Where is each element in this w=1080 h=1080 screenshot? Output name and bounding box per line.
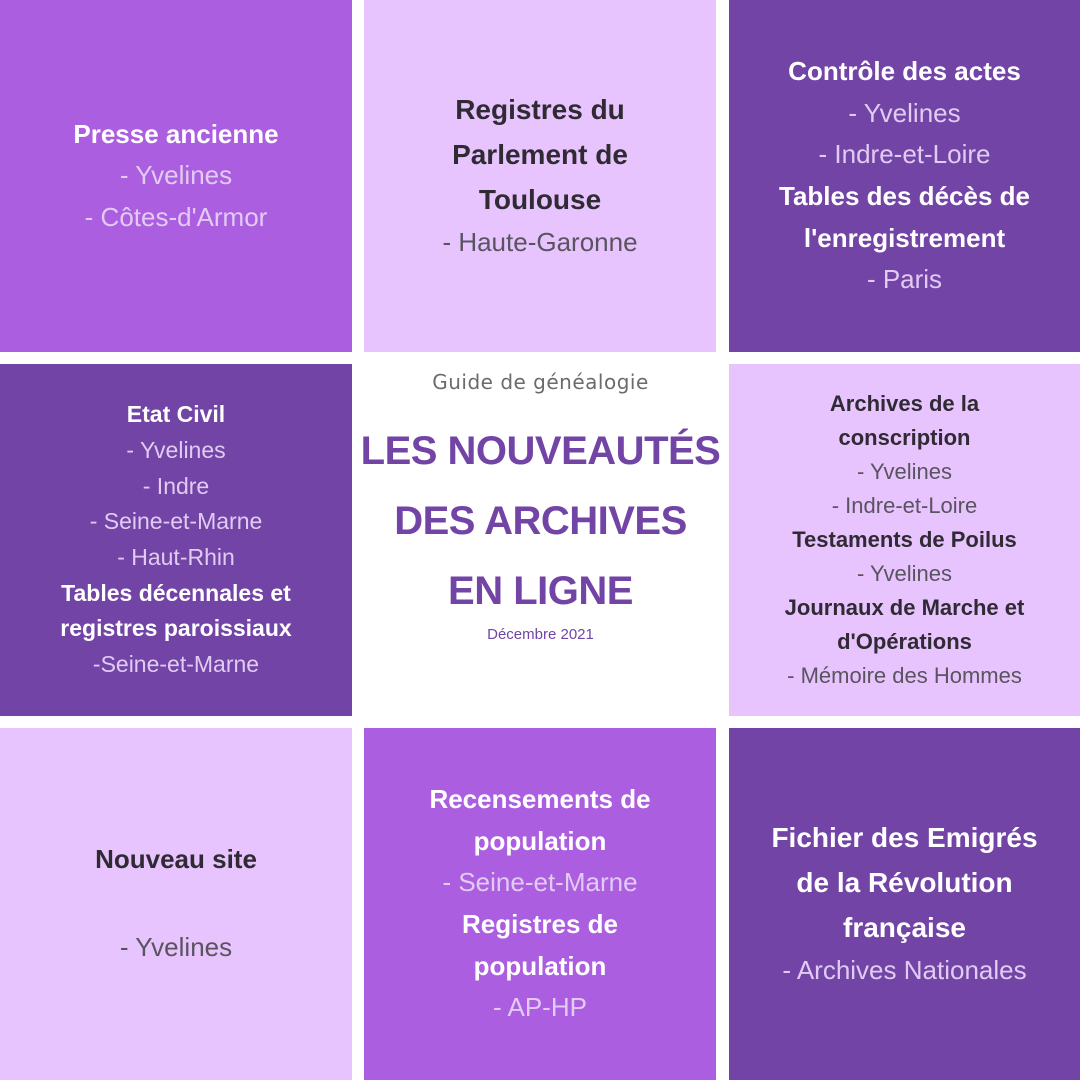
headline-line: EN LIGNE [448,569,633,613]
tile-archives-conscription [729,364,1080,716]
tile-title-line: Tables des décès de [779,181,1030,211]
date-label: Décembre 2021 [487,626,594,643]
tile-title-line: Fichier des Emigrés [771,822,1038,853]
tile-nouveau-site [0,728,352,1080]
tile-item: -Seine-et-Marne [92,650,260,677]
tile-item: - Indre-et-Loire [818,139,991,170]
tile-title-line: française [843,911,966,943]
tile-recensements [364,728,716,1080]
headline-line: DES ARCHIVES [394,499,687,543]
tile-item: - Yvelines [848,97,961,128]
tile-fichier-emigres [729,728,1080,1080]
tile-presse-ancienne [0,0,352,352]
tile-item: - AP-HP [493,992,587,1023]
tile-item: - Seine-et-Marne [89,508,263,535]
tile-item: - Yvelines [119,160,233,191]
tile-item: - Indre [142,472,210,499]
tile-title-line: d'Opérations [837,629,972,655]
tile-controle-actes [729,0,1080,352]
tile-item: - Haute-Garonne [442,227,638,258]
tile-title-line: population [473,825,607,856]
tile-registres-parlement [364,0,716,352]
tile-title-line: Archives de la [829,390,980,416]
tile-title: Nouveau site [95,844,257,875]
tile-title-line: Tables décennales et [61,579,291,606]
tile-title-line: population [473,950,607,981]
tile-title: Contrôle des actes [788,56,1021,87]
tile-title-line: l'enregistrement [803,222,1006,253]
tile-title: Testaments de Poilus [792,526,1017,552]
tile-item: - Mémoire des Hommes [787,663,1022,689]
tile-title: Presse ancienne [73,118,279,149]
brand-logo: Guide de généalogie [432,370,649,394]
tile-item: - Yvelines [126,437,226,464]
tile-title: Etat Civil [126,401,226,428]
tile-item: - Yvelines [119,932,233,962]
tile-item: - Paris [866,264,943,295]
tile-title-line: Registres du [455,94,625,125]
tile-item: - Yvelines [857,458,952,484]
tile-item: - Yvelines [857,561,952,587]
tile-etat-civil [0,364,352,716]
page-title [352,416,729,626]
tile-item: - Indre-et-Loire [831,492,978,518]
tile-item: - Archives Nationales [782,955,1027,986]
center-title-block [352,352,729,728]
tile-title-line: conscription [838,424,971,450]
tile-title-line: Registres de [461,909,619,939]
tile-title-line: Recensements de [429,784,651,815]
tile-item: - Haut-Rhin [117,544,235,570]
headline-line: LES NOUVEAUTÉS [360,429,721,473]
tile-item: - Côtes-d'Armor [84,201,268,232]
tile-title-line: Journaux de Marche et [784,595,1025,621]
tile-title-line: Toulouse [478,183,602,215]
tile-title-line: registres paroissiaux [60,615,292,642]
tile-title-line: de la Révolution [796,866,1013,898]
tile-title-line: Parlement de [452,138,628,170]
tile-item: - Seine-et-Marne [442,867,638,898]
